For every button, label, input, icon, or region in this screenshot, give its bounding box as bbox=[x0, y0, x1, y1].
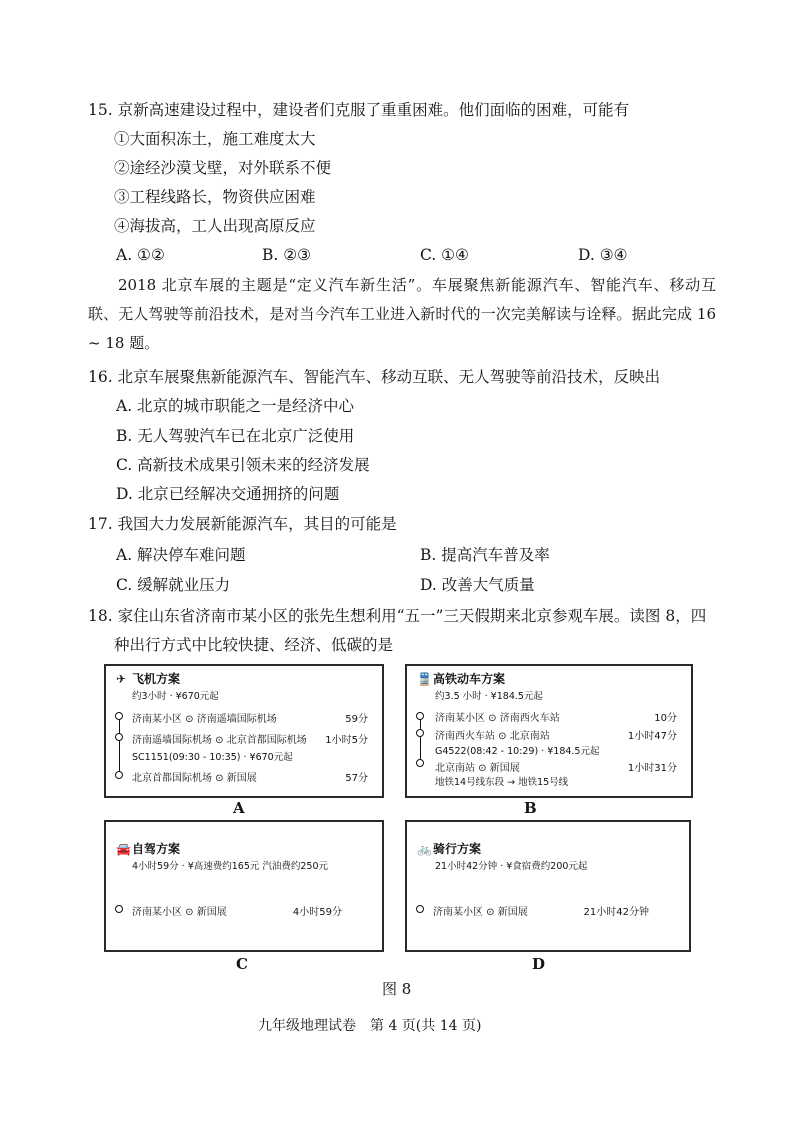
bicycle-icon: 🚲 bbox=[417, 842, 432, 856]
route-stop-dot bbox=[416, 905, 424, 913]
q15-statement-2: ②途经沙漠戈壁，对外联系不便 bbox=[114, 159, 332, 177]
bicycle-plan-summary: 21小时42分钟 · ¥食宿费约200元起 bbox=[435, 861, 588, 872]
plane-step-1: 济南某小区 ⊙ 济南遥墙国际机场 bbox=[132, 714, 277, 725]
panel-label-a: A bbox=[233, 799, 245, 817]
plane-icon: ✈ bbox=[116, 672, 127, 686]
q15-statement-4: ④海拔高，工人出现高原反应 bbox=[114, 217, 316, 235]
q16-option-b: B. 无人驾驶汽车已在北京广泛使用 bbox=[116, 427, 355, 445]
q15-statement-1: ①大面积冻土，施工难度太大 bbox=[114, 130, 316, 148]
route-stop-dot bbox=[115, 771, 123, 779]
q17-option-c: C. 缓解就业压力 bbox=[116, 576, 231, 594]
car-plan-summary: 4小时59分 · ¥高速费约165元 汽油费约250元 bbox=[132, 861, 329, 872]
q18-stem-line1: 18. 家住山东省济南市某小区的张先生想利用“五一”三天假期来北京参观车展。读图 8，四 bbox=[88, 607, 707, 625]
q15-option-b: B. ②③ bbox=[262, 246, 312, 264]
intro-text: 2018 北京车展的主题是“定义汽车新生活”。车展聚焦新能源汽车、智能汽车、移动互联、无人驾驶等前沿技术，是对当今汽车工业进入新时代的一次完美解读与诠释。据此完成 16 ~ 18 题。 bbox=[88, 276, 716, 352]
q17-option-a: A. 解决停车难问题 bbox=[116, 546, 246, 564]
car-step-1: 济南某小区 ⊙ 新国展 bbox=[132, 907, 227, 918]
q15-option-a: A. ①② bbox=[116, 246, 165, 264]
bicycle-step-1: 济南某小区 ⊙ 新国展 bbox=[433, 907, 528, 918]
plane-step-2: 济南遥墙国际机场 ⊙ 北京首都国际机场 bbox=[132, 735, 307, 746]
route-stop-dot bbox=[115, 733, 123, 741]
train-plan-panel bbox=[405, 664, 693, 798]
panel-label-d: D bbox=[532, 955, 546, 973]
train-step-3: 北京南站 ⊙ 新国展 bbox=[435, 763, 520, 774]
intro-paragraph bbox=[88, 271, 716, 358]
plane-plan-title: 飞机方案 bbox=[132, 672, 181, 686]
plane-step-3: 北京首都国际机场 ⊙ 新国展 bbox=[132, 773, 257, 784]
q15-option-d: D. ③④ bbox=[578, 246, 628, 264]
figure-caption: 图 8 bbox=[382, 980, 412, 998]
page-footer: 九年级地理试卷 第 4 页(共 14 页) bbox=[258, 1018, 482, 1034]
q17-stem: 17. 我国大力发展新能源汽车，其目的可能是 bbox=[88, 515, 397, 533]
q16-option-a: A. 北京的城市职能之一是经济中心 bbox=[116, 397, 355, 415]
train-step-2-time: 1小时47分 bbox=[627, 731, 677, 742]
plane-plan-summary: 约3小时 · ¥670元起 bbox=[132, 691, 219, 702]
car-icon: 🚘 bbox=[116, 842, 131, 856]
bicycle-plan-title: 骑行方案 bbox=[433, 842, 482, 856]
route-line bbox=[420, 716, 421, 762]
q16-stem: 16. 北京车展聚焦新能源汽车、智能汽车、移动互联、无人驾驶等前沿技术，反映出 bbox=[88, 368, 661, 386]
q15-statement-3: ③工程线路长，物资供应困难 bbox=[114, 188, 316, 206]
route-stop-dot bbox=[115, 712, 123, 720]
q15-option-c: C. ①④ bbox=[420, 246, 469, 264]
car-step-1-time: 4小时59分 bbox=[292, 907, 342, 918]
route-line bbox=[119, 716, 120, 776]
plane-step-3-time: 57分 bbox=[345, 773, 368, 784]
train-plan-summary: 约3.5 小时 · ¥184.5元起 bbox=[435, 691, 543, 702]
q16-option-d: D. 北京已经解决交通拥挤的问题 bbox=[116, 485, 340, 503]
bicycle-step-1-time: 21小时42分钟 bbox=[583, 907, 649, 918]
train-step-1-time: 10分 bbox=[654, 713, 677, 724]
plane-plan-panel bbox=[104, 664, 384, 798]
plane-step-2-time: 1小时5分 bbox=[325, 735, 368, 746]
q15-stem: 15. 京新高速建设过程中，建设者们克服了重重困难。他们面临的困难，可能有 bbox=[88, 101, 630, 119]
panel-label-b: B bbox=[524, 799, 537, 817]
bicycle-plan-panel bbox=[405, 820, 691, 952]
train-info: G4522(08:42 - 10:29) · ¥184.5元起 bbox=[435, 746, 600, 757]
train-step-2: 济南西火车站 ⊙ 北京南站 bbox=[435, 731, 550, 742]
q18-stem-line2: 种出行方式中比较快捷、经济、低碳的是 bbox=[114, 636, 394, 654]
route-stop-dot bbox=[416, 712, 424, 720]
panel-label-c: C bbox=[236, 955, 248, 973]
plane-step-1-time: 59分 bbox=[345, 714, 368, 725]
train-subway-info: 地铁14号线东段 → 地铁15号线 bbox=[435, 777, 569, 788]
train-step-1: 济南某小区 ⊙ 济南西火车站 bbox=[435, 713, 560, 724]
q16-option-c: C. 高新技术成果引领未来的经济发展 bbox=[116, 456, 370, 474]
car-plan-title: 自驾方案 bbox=[132, 842, 181, 856]
route-stop-dot bbox=[416, 729, 424, 737]
car-plan-panel bbox=[104, 820, 384, 952]
route-stop-dot bbox=[416, 759, 424, 767]
q17-option-d: D. 改善大气质量 bbox=[420, 576, 535, 594]
train-plan-title: 高铁动车方案 bbox=[433, 672, 506, 686]
q17-option-b: B. 提高汽车普及率 bbox=[420, 546, 550, 564]
train-step-3-time: 1小时31分 bbox=[627, 763, 677, 774]
plane-flight-info: SC1151(09:30 - 10:35) · ¥670元起 bbox=[132, 752, 293, 763]
route-stop-dot bbox=[115, 905, 123, 913]
train-icon: 🚆 bbox=[417, 672, 432, 686]
